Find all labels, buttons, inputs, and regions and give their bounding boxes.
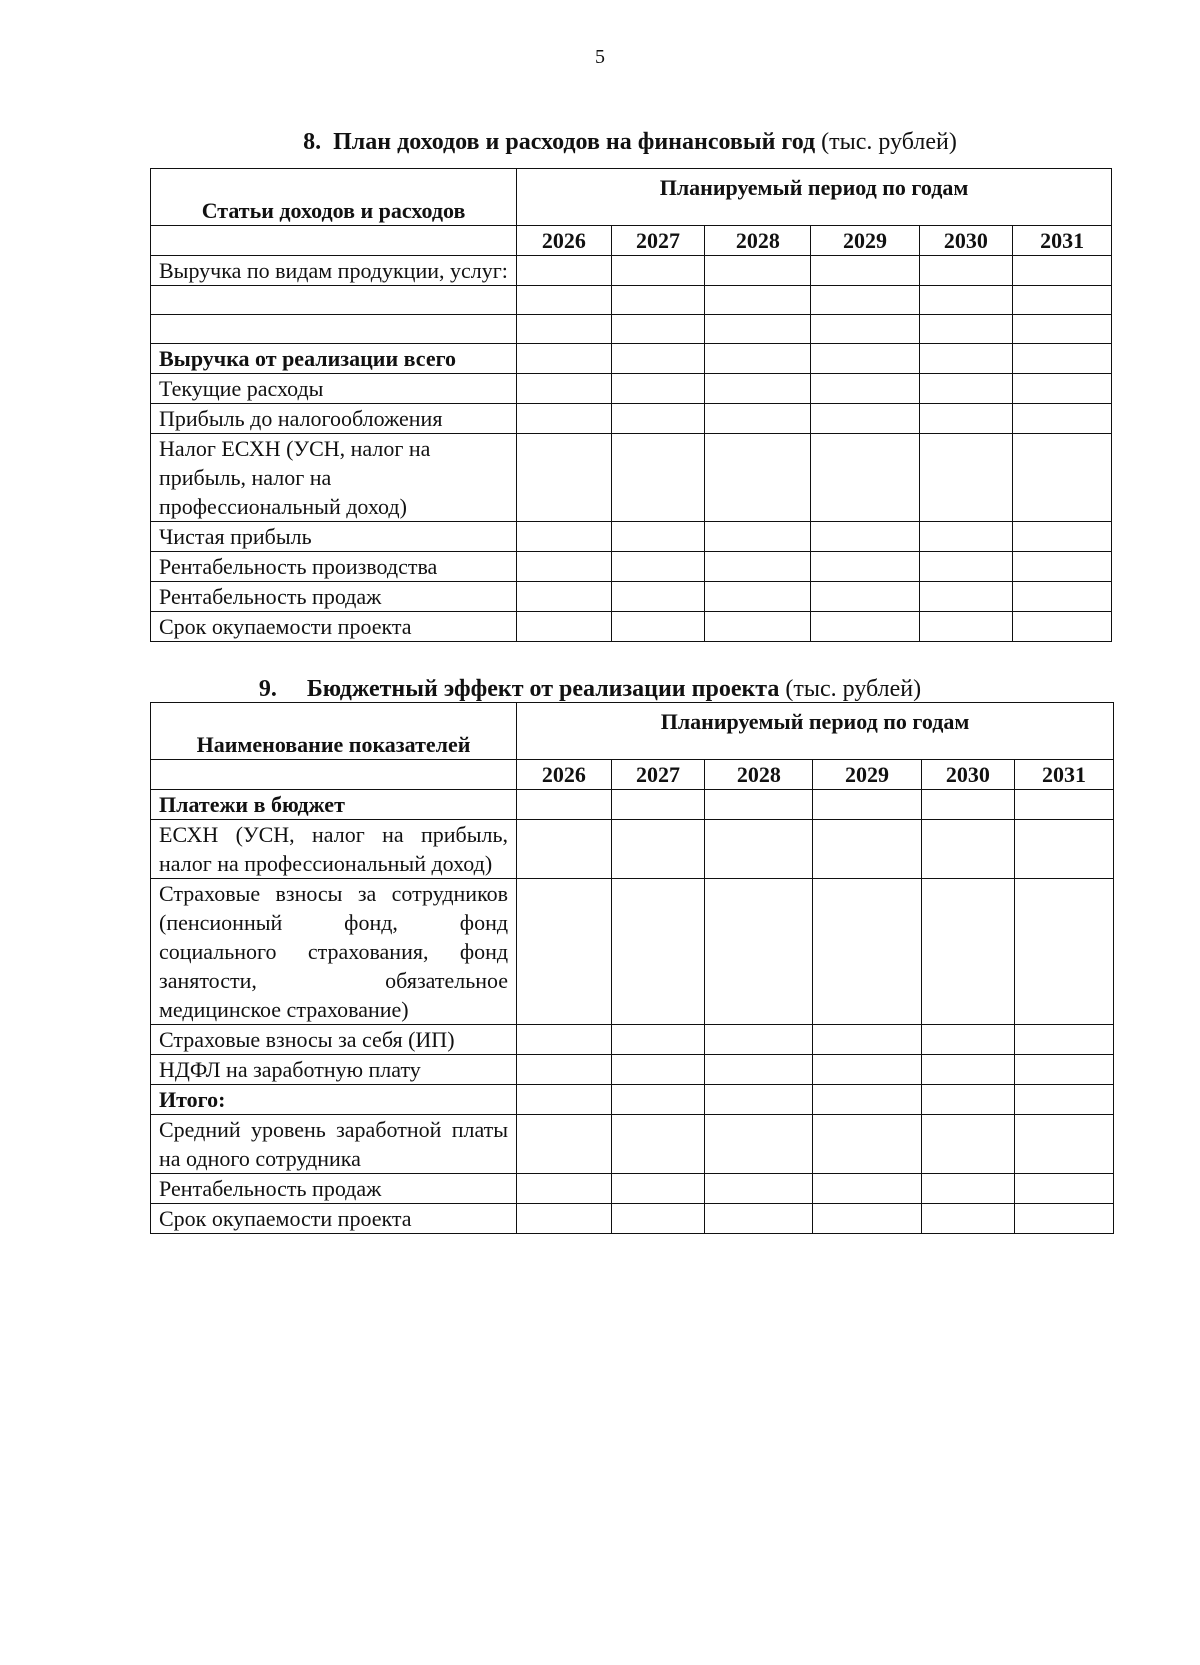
row-label: Итого: [151,1085,517,1115]
table-row [151,404,1112,434]
value-cell[interactable] [1013,522,1112,552]
budget-effect-rows [151,790,1114,1234]
value-cell[interactable] [1015,1204,1114,1234]
value-cell[interactable] [1013,344,1112,374]
table-row [151,820,1114,879]
value-cell[interactable] [921,790,1015,820]
year-header: 2029 [811,226,919,256]
value-cell[interactable] [611,1085,705,1115]
value-cell[interactable] [611,344,705,374]
value-cell[interactable] [517,344,612,374]
year-header: 2026 [517,226,612,256]
row-label: Текущие расходы [151,374,517,404]
value-cell[interactable] [611,1055,705,1085]
label-header-spacer [151,760,517,790]
value-cell[interactable] [517,552,612,582]
value-cell[interactable] [1013,552,1112,582]
row-label: Страховые взносы за сотрудников (пенсионный фонд, фонд социального страхования, фонд занятости, обязательное медицинское страхование) [151,879,517,1025]
section-8-unit: (тыс. рублей) [821,129,957,155]
value-cell[interactable] [517,286,612,315]
value-cell[interactable] [1015,1025,1114,1055]
value-cell[interactable] [611,315,705,344]
section-9-unit: (тыс. рублей) [785,676,922,702]
value-cell[interactable] [921,820,1015,879]
value-cell[interactable] [919,612,1013,642]
value-cell[interactable] [1013,315,1112,344]
table-row [151,434,1112,522]
value-cell[interactable] [921,1085,1015,1115]
value-cell[interactable] [611,522,705,552]
row-label: Выручка от реализации всего [151,344,517,374]
row-label: НДФЛ на заработную плату [151,1055,517,1085]
value-cell[interactable] [517,1025,612,1055]
value-cell[interactable] [813,1174,921,1204]
label-column-header: Статьи доходов и расходов [151,169,517,226]
value-cell[interactable] [811,612,919,642]
value-cell[interactable] [1015,820,1114,879]
value-cell[interactable] [811,434,919,522]
value-cell[interactable] [611,1174,705,1204]
row-label: Срок окупаемости проекта [151,612,517,642]
value-cell[interactable] [611,790,705,820]
value-cell[interactable] [705,256,811,286]
value-cell[interactable] [705,790,813,820]
value-cell[interactable] [919,315,1013,344]
value-cell[interactable] [705,522,811,552]
value-cell[interactable] [611,1204,705,1234]
value-cell[interactable] [705,1025,813,1055]
year-header: 2031 [1015,760,1114,790]
value-cell[interactable] [517,790,612,820]
value-cell[interactable] [517,879,612,1025]
value-cell[interactable] [611,1115,705,1174]
table-row [151,1115,1114,1174]
income-expense-rows [151,256,1112,642]
row-label: Чистая прибыль [151,522,517,552]
value-cell[interactable] [517,582,612,612]
table-row [151,1085,1114,1115]
value-cell[interactable] [811,404,919,434]
table-row [151,552,1112,582]
table-row [151,1055,1114,1085]
section-8-heading [30,129,1200,155]
table-row [151,315,1112,344]
value-cell[interactable] [705,1174,813,1204]
year-header: 2028 [705,226,811,256]
value-cell[interactable] [705,286,811,315]
value-cell[interactable] [919,374,1013,404]
period-header: Планируемый период по годам [517,703,1114,760]
value-cell[interactable] [813,1204,921,1234]
value-cell[interactable] [1015,1174,1114,1204]
value-cell[interactable] [705,612,811,642]
value-cell[interactable] [1013,612,1112,642]
value-cell[interactable] [705,1055,813,1085]
value-cell[interactable] [811,344,919,374]
year-header: 2027 [611,760,705,790]
section-8-title: План доходов и расходов на финансовый год [333,129,816,155]
value-cell[interactable] [611,820,705,879]
value-cell[interactable] [705,315,811,344]
label-column-header: Наименование показателей [151,703,517,760]
value-cell[interactable] [921,1174,1015,1204]
value-cell[interactable] [517,315,612,344]
value-cell[interactable] [1013,434,1112,522]
value-cell[interactable] [517,820,612,879]
value-cell[interactable] [611,256,705,286]
value-cell[interactable] [705,552,811,582]
value-cell[interactable] [813,1025,921,1055]
value-cell[interactable] [705,344,811,374]
row-label: Страховые взносы за себя (ИП) [151,1025,517,1055]
table-row [151,374,1112,404]
value-cell[interactable] [1013,404,1112,434]
row-label: Прибыль до налогообложения [151,404,517,434]
value-cell[interactable] [517,1204,612,1234]
value-cell[interactable] [705,1204,813,1234]
year-header: 2029 [813,760,921,790]
year-header: 2030 [919,226,1013,256]
table-row [151,1025,1114,1055]
value-cell[interactable] [611,404,705,434]
row-label [151,315,517,344]
row-label: Выручка по видам продукции, услуг: [151,256,517,286]
table-row [151,256,1112,286]
value-cell[interactable] [517,434,612,522]
value-cell[interactable] [517,1085,612,1115]
value-cell[interactable] [919,434,1013,522]
value-cell[interactable] [813,820,921,879]
value-cell[interactable] [517,1115,612,1174]
page-number: 5 [595,46,605,68]
value-cell[interactable] [611,879,705,1025]
value-cell[interactable] [921,879,1015,1025]
table-row [151,1204,1114,1234]
table-row [151,1174,1114,1204]
period-header: Планируемый период по годам [517,169,1112,226]
table-row [151,879,1114,1025]
value-cell[interactable] [517,256,612,286]
value-cell[interactable] [919,256,1013,286]
value-cell[interactable] [705,404,811,434]
value-cell[interactable] [1013,256,1112,286]
row-label: Рентабельность продаж [151,582,517,612]
value-cell[interactable] [811,522,919,552]
row-label [151,286,517,315]
income-expense-plan-table [150,168,1112,642]
value-cell[interactable] [1013,374,1112,404]
value-cell[interactable] [813,879,921,1025]
value-cell[interactable] [611,434,705,522]
value-cell[interactable] [1015,1115,1114,1174]
table-row [151,286,1112,315]
value-cell[interactable] [1015,1085,1114,1115]
table-row [151,790,1114,820]
value-cell[interactable] [611,286,705,315]
row-label: Платежи в бюджет [151,790,517,820]
table-row [151,344,1112,374]
value-cell[interactable] [1013,286,1112,315]
value-cell[interactable] [921,1055,1015,1085]
budget-effect-table [150,702,1114,1234]
value-cell[interactable] [813,1055,921,1085]
value-cell[interactable] [919,344,1013,374]
value-cell[interactable] [611,582,705,612]
value-cell[interactable] [517,522,612,552]
row-label: ЕСХН (УСН, налог на прибыль, налог на профессиональный доход) [151,820,517,879]
value-cell[interactable] [705,1115,813,1174]
value-cell[interactable] [517,404,612,434]
section-9-title: Бюджетный эффект от реализации проекта [306,676,780,702]
year-header: 2027 [611,226,705,256]
year-header: 2031 [1013,226,1112,256]
value-cell[interactable] [517,1174,612,1204]
row-label: Средний уровень заработной платы на одного сотрудника [151,1115,517,1174]
value-cell[interactable] [811,374,919,404]
value-cell[interactable] [611,612,705,642]
value-cell[interactable] [919,582,1013,612]
value-cell[interactable] [813,790,921,820]
value-cell[interactable] [1015,879,1114,1025]
label-header-spacer [151,226,517,256]
value-cell[interactable] [1015,790,1114,820]
table-row [151,612,1112,642]
value-cell[interactable] [921,1025,1015,1055]
value-cell[interactable] [811,315,919,344]
value-cell[interactable] [517,612,612,642]
value-cell[interactable] [517,1055,612,1085]
value-cell[interactable] [811,286,919,315]
value-cell[interactable] [813,1085,921,1115]
value-cell[interactable] [705,1085,813,1115]
value-cell[interactable] [921,1115,1015,1174]
value-cell[interactable] [705,374,811,404]
year-header: 2026 [517,760,612,790]
table-row [151,582,1112,612]
value-cell[interactable] [705,434,811,522]
value-cell[interactable] [921,1204,1015,1234]
value-cell[interactable] [1013,582,1112,612]
table-row [151,522,1112,552]
row-label: Рентабельность продаж [151,1174,517,1204]
section-9-number: 9. [258,676,277,702]
value-cell[interactable] [919,404,1013,434]
value-cell[interactable] [611,1025,705,1055]
section-8-number: 8. [303,129,322,155]
value-cell[interactable] [705,879,813,1025]
value-cell[interactable] [919,522,1013,552]
value-cell[interactable] [705,582,811,612]
value-cell[interactable] [811,582,919,612]
value-cell[interactable] [705,820,813,879]
value-cell[interactable] [611,552,705,582]
value-cell[interactable] [1015,1055,1114,1085]
value-cell[interactable] [813,1115,921,1174]
year-header: 2030 [921,760,1015,790]
row-label: Налог ЕСХН (УСН, налог на прибыль, налог на профессиональный доход) [151,434,517,522]
value-cell[interactable] [919,552,1013,582]
value-cell[interactable] [517,374,612,404]
value-cell[interactable] [611,374,705,404]
year-header: 2028 [705,760,813,790]
value-cell[interactable] [919,286,1013,315]
value-cell[interactable] [811,552,919,582]
section-9-heading [0,676,1190,702]
row-label: Рентабельность производства [151,552,517,582]
value-cell[interactable] [811,256,919,286]
row-label: Срок окупаемости проекта [151,1204,517,1234]
